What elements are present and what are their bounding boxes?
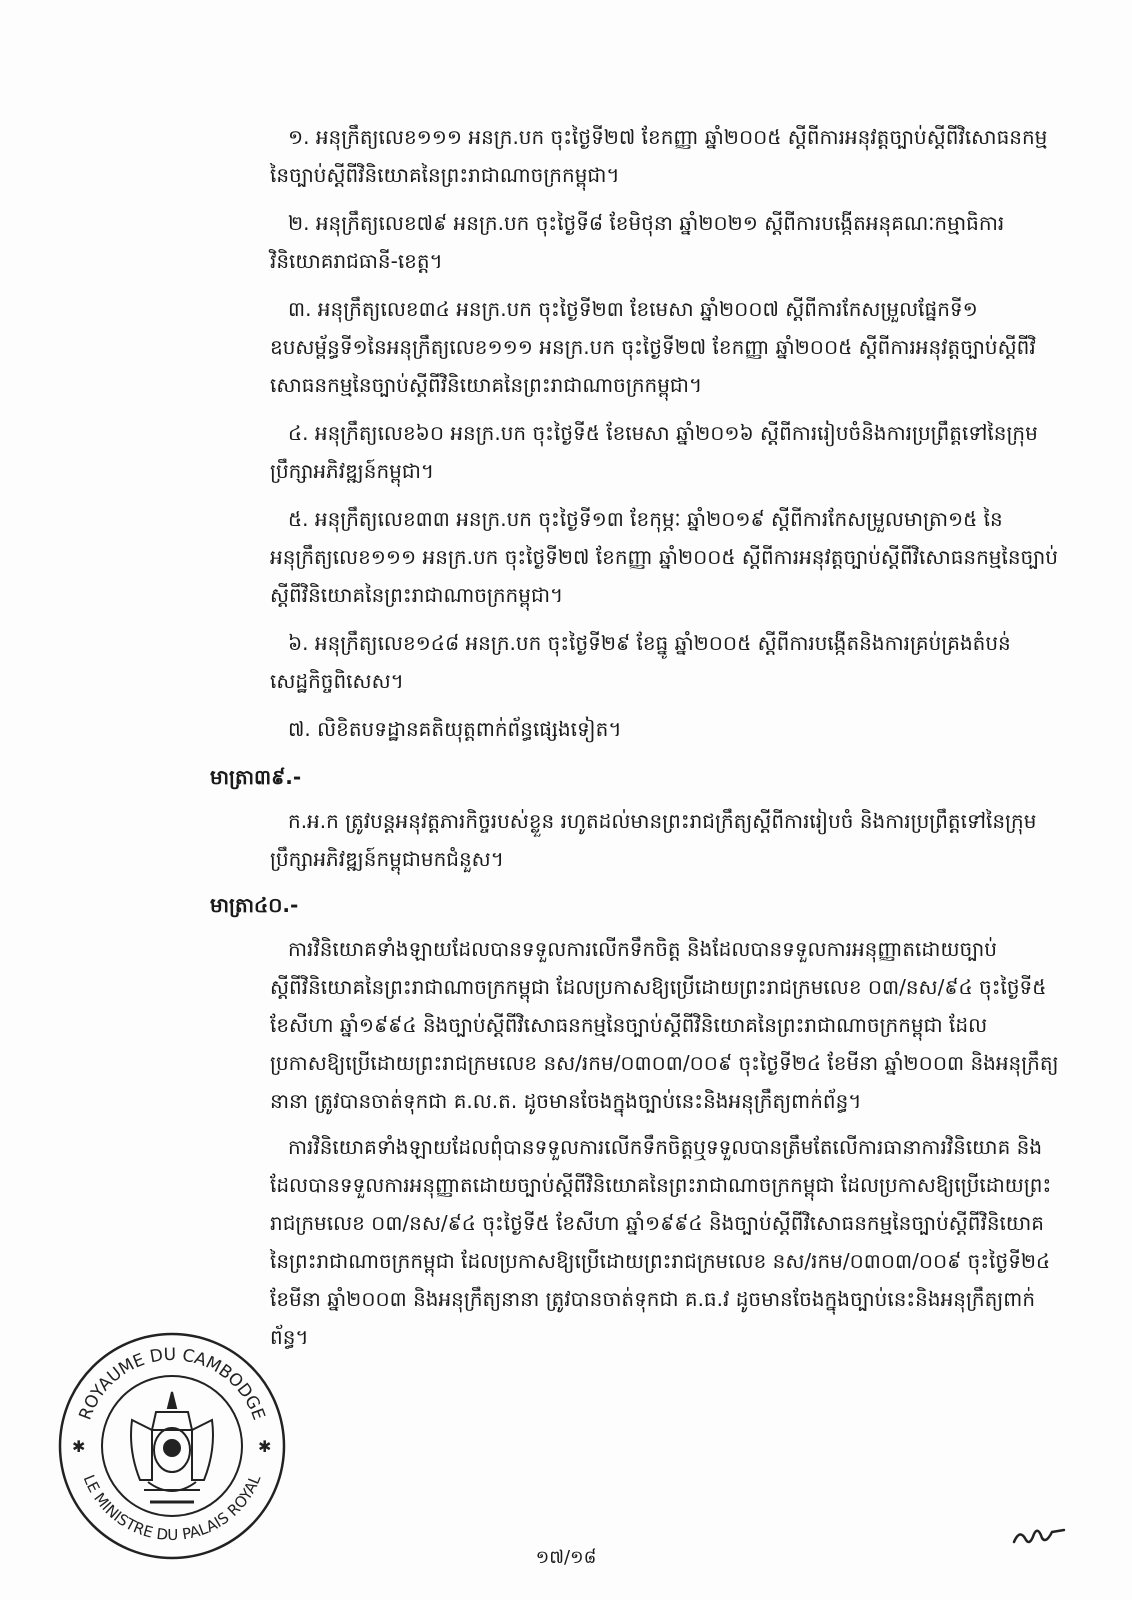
svg-text:✱: ✱ (72, 1437, 86, 1456)
list-item: ៤. អនុក្រឹត្យលេខ៦០ អនក្រ.បក ចុះថ្ងៃទី៥ ខែមេសា ឆ្នាំ២០១៦ ស្តីពីការរៀបចំនិងការប្រព្រឹត្តទៅនៃក្រុមប្រឹក្សាអភិវឌ្ឍន៍កម្ពុជា។ (270, 421, 1038, 483)
article-39-heading: មាត្រា៣៩.- (210, 765, 302, 789)
article-40-heading: មាត្រា៤០.- (210, 893, 299, 917)
royal-seal-stamp (56, 1330, 288, 1562)
royal-emblem-icon (131, 1392, 213, 1502)
article-40-paragraph-2: ការវិនិយោគទាំងឡាយដែលពុំបានទទួលការលើកទឹកចិត្តឬទទួលបានត្រឹមតែលើការធានាការវិនិយោគ និងដែលបានទទួលការអនុញ្ញាតដោយច្បាប់ស្តីពីវិនិយោគនៃព្រះរាជាណាចក្រកម្ពុជា ដែលប្រកាសឱ្យប្រើដោយព្រះរាជក្រមលេខ ០៣/នស/៩៤ ចុះថ្ងៃទី៥ ខែសីហា ឆ្នាំ១៩៩៤ និងច្បាប់ស្តីពីវិសោធនកម្មនៃច្បាប់ស្តីពីវិនិយោគនៃព្រះរាជាណាចក្រកម្ពុជា ដែលប្រកាសឱ្យប្រើដោយព្រះរាជក្រមលេខ នស/រកម/០៣០៣/០០៩ ចុះថ្ងៃទី២៤ ខែមីនា ឆ្នាំ២០០៣ និងអនុក្រឹត្យនានា ត្រូវបានចាត់ទុកជា គ.ធ.វ ដូចមានចែងក្នុងច្បាប់នេះនិងអនុក្រឹត្យពាក់ព័ន្ធ។ (270, 1135, 1052, 1349)
list-item: ១. អនុក្រឹត្យលេខ១១១ អនក្រ.បក ចុះថ្ងៃទី២៧ ខែកញ្ញា ឆ្នាំ២០០៥ ស្តីពីការអនុវត្តច្បាប់ស្តីពីវិសោធនកម្មនៃច្បាប់ស្តីពីវិនិយោគនៃព្រះរាជាណាចក្រកម្ពុជា។ (270, 125, 1048, 187)
seal-top-text: ROYAUME DU CAMBODGE (75, 1344, 269, 1423)
article-39-text: ក.អ.ក ត្រូវបន្តអនុវត្តភារកិច្ចរបស់ខ្លួន រហូតដល់មានព្រះរាជក្រឹត្យស្តីពីការរៀបចំ និងការប្រព្រឹត្តទៅនៃក្រុមប្រឹក្សាអភិវឌ្ឍន៍កម្ពុជាមកជំនួស។ (270, 809, 1037, 871)
document-body (210, 118, 1060, 1364)
seal-bottom-text: LE MINISTRE DU PALAIS ROYAL (79, 1472, 265, 1545)
list-item: ២. អនុក្រឹត្យលេខ៧៩ អនក្រ.បក ចុះថ្ងៃទី៨ ខែមិថុនា ឆ្នាំ២០២១ ស្តីពីការបង្កើតអនុគណៈកម្មាធិការវិនិយោគរាជធានី-ខេត្ត។ (270, 211, 1005, 273)
list-item: ៧. លិខិតបទដ្ឋានគតិយុត្តពាក់ព័ន្ធផ្សេងទៀត។ (288, 717, 622, 741)
list-item: ៦. អនុក្រឹត្យលេខ១៤៨ អនក្រ.បក ចុះថ្ងៃទី២៩ ខែធ្នូ ឆ្នាំ២០០៥ ស្តីពីការបង្កើតនិងការគ្រប់គ្រងតំបន់សេដ្ឋកិច្ចពិសេស។ (270, 631, 1011, 693)
list-item: ៣. អនុក្រឹត្យលេខ៣៤ អនក្រ.បក ចុះថ្ងៃទី២៣ ខែមេសា ឆ្នាំ២០០៧ ស្តីពីការកែសម្រួលផ្នែកទី១ ឧបសម្ព័ន្ធទី១នៃអនុក្រឹត្យលេខ១១១ អនក្រ.បក ចុះថ្ងៃទី២៧ ខែកញ្ញា ឆ្នាំ២០០៥ ស្តីពីការអនុវត្តច្បាប់ស្តីពីវិសោធនកម្មនៃច្បាប់ស្តីពីវិនិយោគនៃព្រះរាជាណាចក្រកម្ពុជា។ (270, 297, 1036, 397)
svg-text:✱: ✱ (258, 1437, 272, 1456)
article-40-paragraph-1: ការវិនិយោគទាំងឡាយដែលបានទទួលការលើកទឹកចិត្ត និងដែលបានទទួលការអនុញ្ញាតដោយច្បាប់ស្តីពីវិនិយោគនៃព្រះរាជាណាចក្រកម្ពុជា ដែលប្រកាសឱ្យប្រើដោយព្រះរាជក្រមលេខ ០៣/នស/៩៤ ចុះថ្ងៃទី៥ ខែសីហា ឆ្នាំ១៩៩៤ និងច្បាប់ស្តីពីវិសោធនកម្មនៃច្បាប់ស្តីពីវិនិយោគនៃព្រះរាជាណាចក្រកម្ពុជា ដែលប្រកាសឱ្យប្រើដោយព្រះរាជក្រមលេខ នស/រកម/០៣០៣/០០៩ ចុះថ្ងៃទី២៤ ខែមីនា ឆ្នាំ២០០៣ និងអនុក្រឹត្យនានា ត្រូវបានចាត់ទុកជា គ.ល.ត. ដូចមានចែងក្នុងច្បាប់នេះនិងអនុក្រឹត្យពាក់ព័ន្ធ។ (270, 937, 1059, 1113)
list-item: ៥. អនុក្រឹត្យលេខ៣៣ អនក្រ.បក ចុះថ្ងៃទី១៣ ខែកុម្ភៈ ឆ្នាំ២០១៩ ស្តីពីការកែសម្រួលមាត្រា១៥ នៃអនុក្រឹត្យលេខ១១១ អនក្រ.បក ចុះថ្ងៃទី២៧ ខែកញ្ញា ឆ្នាំ២០០៥ ស្តីពីការអនុវត្តច្បាប់ស្តីពីវិសោធនកម្មនៃច្បាប់ស្តីពីវិនិយោគនៃព្រះរាជាណាចក្រកម្ពុជា។ (270, 507, 1058, 607)
page-number: ១៧/១៨ (535, 1547, 597, 1568)
